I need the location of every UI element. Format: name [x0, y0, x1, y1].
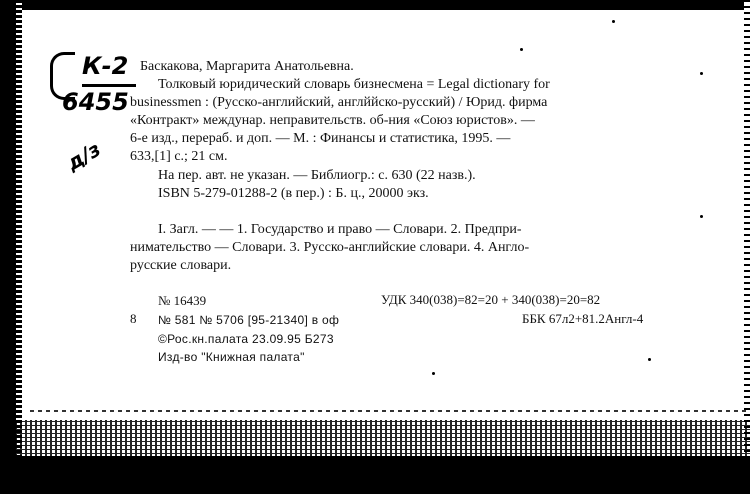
scan-edge-top [0, 0, 750, 10]
handwritten-shelf-mark: К-2 [82, 52, 129, 80]
title-line: Толковый юридический словарь бизнесмена = Legal dictionary for [158, 77, 550, 92]
scan-speck [700, 72, 703, 75]
title-line: 633,[1] с.; 21 см. [130, 149, 228, 164]
subjects-line: I. Загл. — — 1. Государство и право — Словари. 2. Предпри- [158, 222, 522, 237]
title-line: businessmen : (Русско-английский, англййско-русский) / Юрид. фирма [130, 95, 548, 110]
scan-speck [432, 372, 435, 375]
handwritten-mark: д/з [62, 136, 105, 176]
order-line: № 581 № 5706 [95-21340] в оф [158, 313, 340, 327]
scan-edge-bottom [0, 456, 750, 494]
title-line: «Контракт» междунар. неправительств. об-ния «Союз юристов». — [130, 113, 535, 128]
handwritten-underline [82, 84, 136, 87]
author-heading: Баскакова, Маргарита Анатольевна. [140, 59, 354, 74]
udk-code: УДК 340(038)=82=20 + 340(038)=20=82 [381, 292, 601, 307]
publisher-stamp: Изд-во "Книжная палата" [158, 350, 305, 364]
scan-speck [520, 48, 523, 51]
isbn-line: ISBN 5-279-01288-2 (в пер.) : Б. ц., 20000 экз. [158, 186, 429, 201]
record-number: № 16439 [158, 293, 207, 308]
copyright-stamp: ©Рос.кн.палата 23.09.95 Б273 [158, 332, 334, 346]
scan-speck [648, 358, 651, 361]
order-prefix: 8 [130, 311, 137, 326]
subjects-line: нимательство — Словари. 3. Русско-английские словари. 4. Англо- [130, 240, 530, 255]
scan-speck [612, 20, 615, 23]
title-line: 6-е изд., перераб. и доп. — М. : Финансы и статистика, 1995. — [130, 131, 511, 146]
bbk-code: ББК 67л2+81.2Англ-4 [522, 311, 644, 326]
perforation-line [30, 410, 750, 412]
subjects-line: русские словари. [130, 258, 232, 273]
handwritten-number: 6455 [62, 88, 129, 116]
scan-speck [700, 215, 703, 218]
note-line: На пер. авт. не указан. — Библиогр.: с. 630 (22 назв.). [158, 168, 476, 183]
